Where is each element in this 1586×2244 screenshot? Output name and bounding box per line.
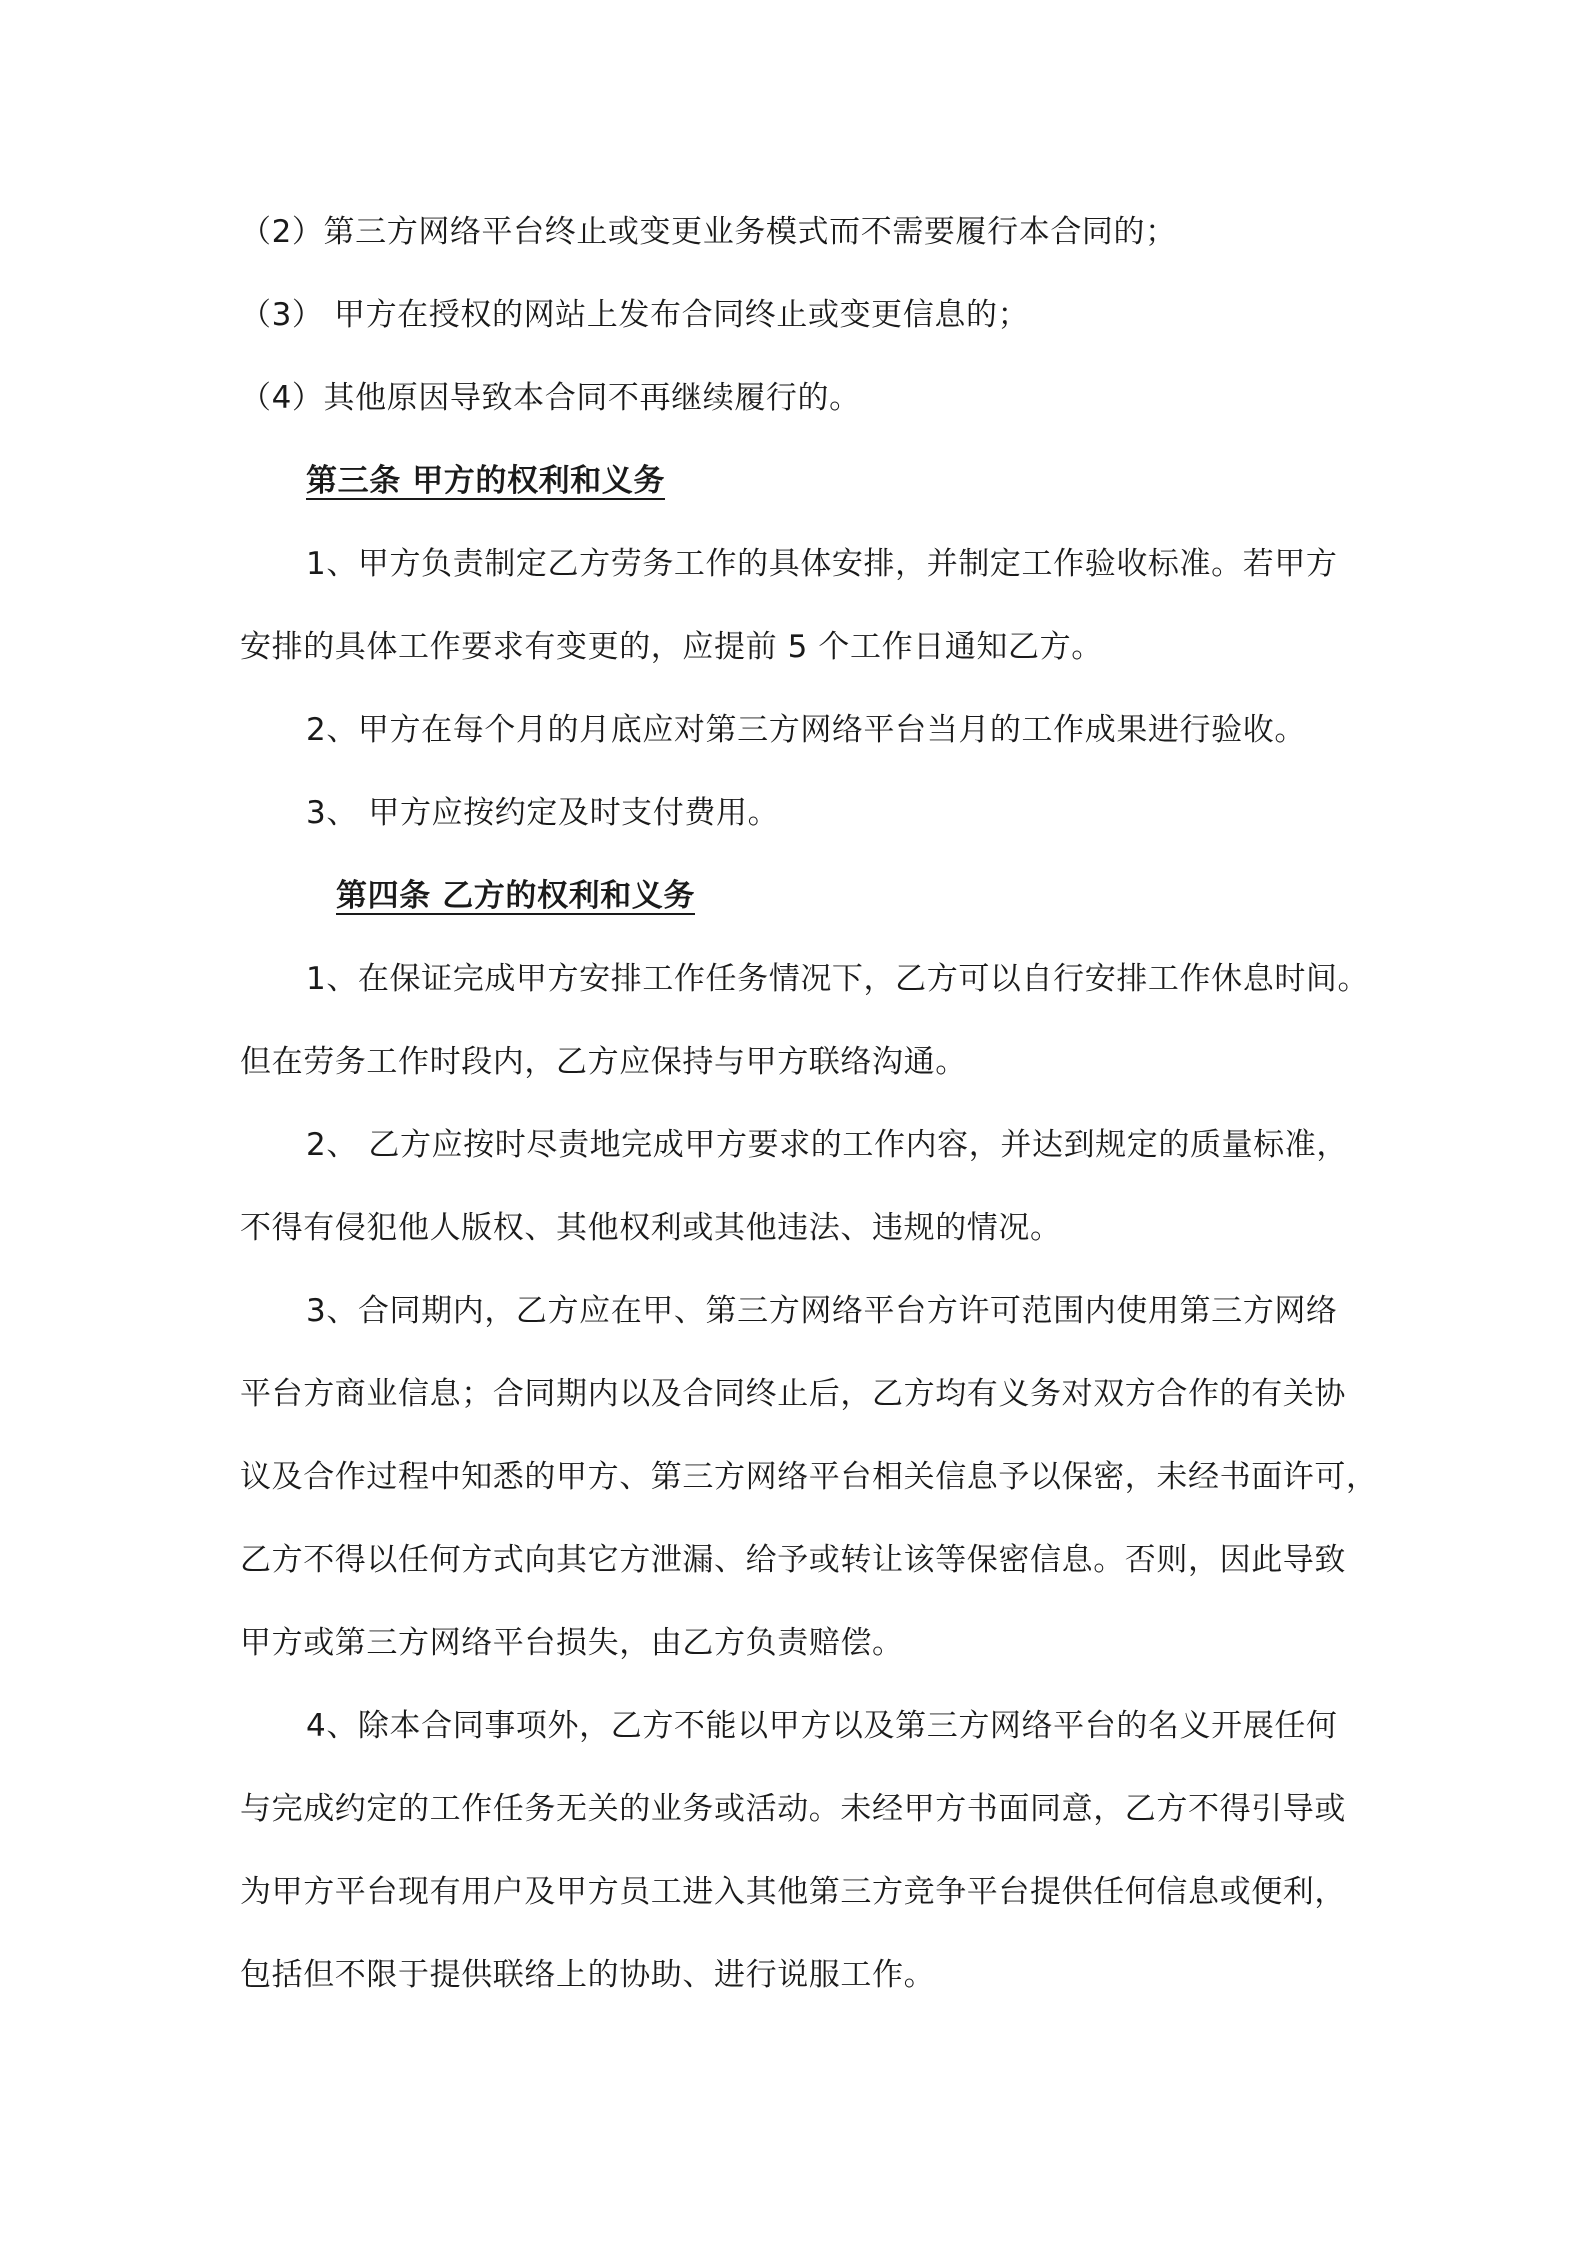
article-3-para-1-line-2: 安排的具体工作要求有变更的，应提前 5 个工作日通知乙方。	[240, 629, 1103, 665]
article-4-para-3-line-3: 议及合作过程中知悉的甲方、第三方网络平台相关信息予以保密，未经书面许可，	[240, 1459, 1378, 1495]
article-4-para-1-line-1: 1、在保证完成甲方安排工作任务情况下，乙方可以自行安排工作休息时间。	[306, 961, 1370, 997]
article-4-para-1-line-2: 但在劳务工作时段内，乙方应保持与甲方联络沟通。	[240, 1044, 967, 1080]
article-3-para-1-line-1: 1、甲方负责制定乙方劳务工作的具体安排，并制定工作验收标准。若甲方	[306, 546, 1338, 582]
article-4-para-2-line-1: 2、 乙方应按时尽责地完成甲方要求的工作内容，并达到规定的质量标准，	[306, 1127, 1348, 1163]
article-3-heading: 第三条 甲方的权利和义务	[306, 463, 665, 499]
article-4-para-4-line-4: 包括但不限于提供联络上的协助、进行说服工作。	[240, 1957, 936, 1993]
clause-item-4: （4）其他原因导致本合同不再继续履行的。	[240, 380, 861, 416]
clause-item-2: （2）第三方网络平台终止或变更业务模式而不需要履行本合同的；	[240, 214, 1177, 250]
article-4-para-2-line-2: 不得有侵犯他人版权、其他权利或其他违法、违规的情况。	[240, 1210, 1062, 1246]
article-4-para-4-line-2: 与完成约定的工作任务无关的业务或活动。未经甲方书面同意，乙方不得引导或	[240, 1791, 1346, 1827]
article-4-para-3-line-5: 甲方或第三方网络平台损失，由乙方负责赔偿。	[240, 1625, 904, 1661]
article-3-para-3: 3、 甲方应按约定及时支付费用。	[306, 795, 780, 831]
article-4-heading: 第四条 乙方的权利和义务	[336, 878, 695, 914]
article-3-para-2: 2、甲方在每个月的月底应对第三方网络平台当月的工作成果进行验收。	[306, 712, 1306, 748]
article-4-para-4-line-3: 为甲方平台现有用户及甲方员工进入其他第三方竞争平台提供任何信息或便利，	[240, 1874, 1346, 1910]
article-4-para-3-line-2: 平台方商业信息；合同期内以及合同终止后，乙方均有义务对双方合作的有关协	[240, 1376, 1346, 1412]
article-4-para-3-line-1: 3、合同期内，乙方应在甲、第三方网络平台方许可范围内使用第三方网络	[306, 1293, 1338, 1329]
article-4-para-3-line-4: 乙方不得以任何方式向其它方泄漏、给予或转让该等保密信息。否则，因此导致	[240, 1542, 1346, 1578]
article-4-para-4-line-1: 4、除本合同事项外，乙方不能以甲方以及第三方网络平台的名义开展任何	[306, 1708, 1338, 1744]
clause-item-3: （3） 甲方在授权的网站上发布合同终止或变更信息的；	[240, 297, 1030, 333]
